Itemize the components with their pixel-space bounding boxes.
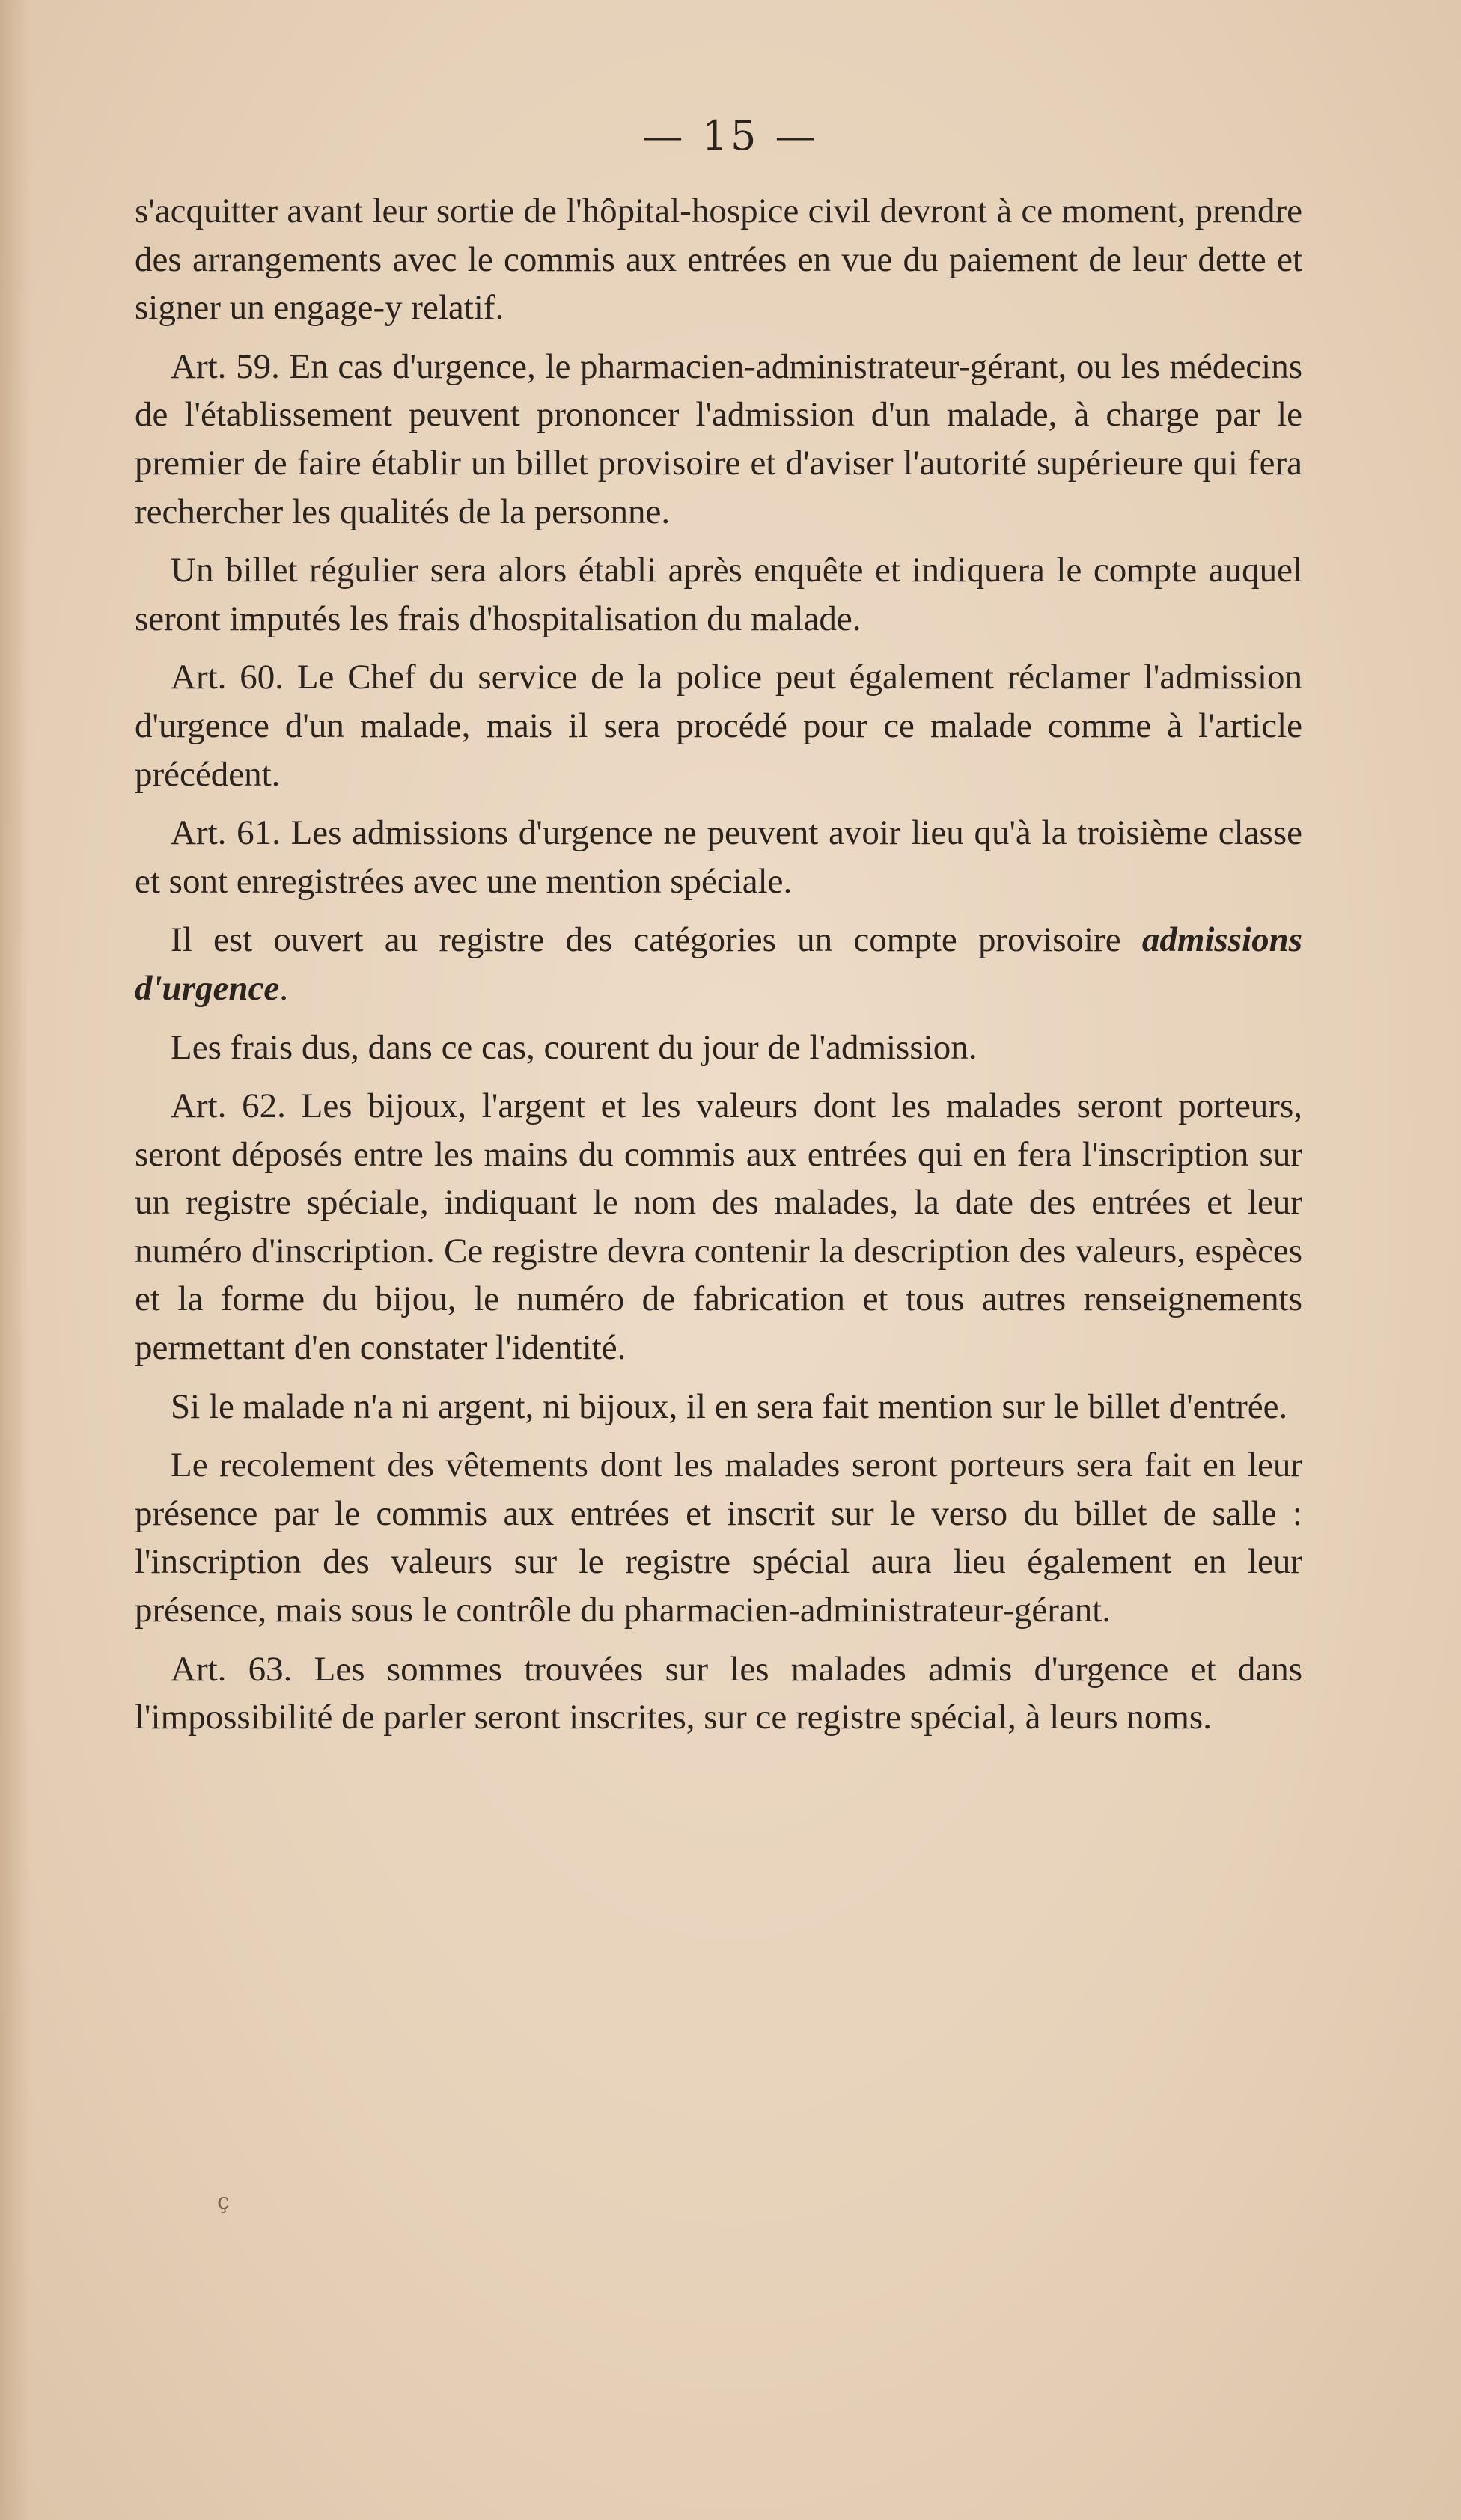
paragraph-continuation: s'acquitter avant leur sortie de l'hôpital-hospice civil devront à ce moment, prendre des arrangements avec le commis aux entrées en vue du paiement de leur dette et signer un engage-y relatif. [135, 192, 1302, 328]
paragraph-art-60: Art. 60. Le Chef du service de la police peut également réclamer l'admission d'urgence d'un malade, mais il sera procédé pour ce malade comme à l'article précédent. [135, 658, 1302, 794]
page-number: — 15 — [642, 112, 819, 159]
compte-provisoire-end: . [279, 968, 288, 1008]
compte-provisoire-text: Il est ouvert au registre des catégories un compte provisoire [171, 920, 1142, 960]
page-fold-shadow [0, 0, 30, 2520]
paragraph-compte-provisoire [135, 916, 1302, 1012]
paragraph-recolement: Le recolement des vêtements dont les malades seront porteurs sera fait en leur présence par le commis aux entrées et inscrit sur le verso du billet de salle : l'inscription des valeurs sur le registre spécial aura lieu également en leur présence, mais sous le contrôle du pharmacien-administrateur-gérant. [135, 1446, 1302, 1630]
admissions-urgence-emphasis: admissions d'urgence [135, 920, 1302, 1008]
paragraph-art-61: Art. 61. Les admissions d'urgence ne peuvent avoir lieu qu'à la troisième classe et sont enregistrées avec une mention spéciale. [135, 813, 1302, 901]
paragraph-art-59: Art. 59. En cas d'urgence, le pharmacien-administrateur-gérant, ou les médecins de l'établissement peuvent prononcer l'admission d'un malade, à charge par le premier de faire établir un billet provisoire et d'aviser l'autorité supérieure qui fera rechercher les qualités de la personne. [135, 346, 1302, 531]
paragraph-sans-argent: Si le malade n'a ni argent, ni bijoux, il en sera fait mention sur le billet d'entrée. [171, 1386, 1288, 1426]
paragraph-billet-regulier: Un billet régulier sera alors établi après enquête et indiquera le compte auquel seront imputés les frais d'hospitalisation du malade. [135, 551, 1302, 638]
paragraph-art-63: Art. 63. Les sommes trouvées sur les malades admis d'urgence et dans l'impossibilité de parler seront inscrites, sur ce registre spécial, à leurs noms. [135, 1649, 1302, 1737]
bottom-stray-mark: ç [217, 2189, 230, 2215]
paragraph-frais-dus: Les frais dus, dans ce cas, courent du jour de l'admission. [171, 1027, 977, 1067]
body-text [135, 187, 1302, 1752]
paragraph-art-62: Art. 62. Les bijoux, l'argent et les valeurs dont les malades seront porteurs, seront déposés entre les mains du commis aux entrées qui en fera l'inscription sur un registre spéciale, indiquant le nom des malades, la date des entrées et leur numéro d'inscription. Ce registre devra contenir la description des valeurs, espèces et la forme du bijou, le numéro de fabrication et tous autres renseignements permettant d'en constater l'identité. [135, 1086, 1302, 1368]
